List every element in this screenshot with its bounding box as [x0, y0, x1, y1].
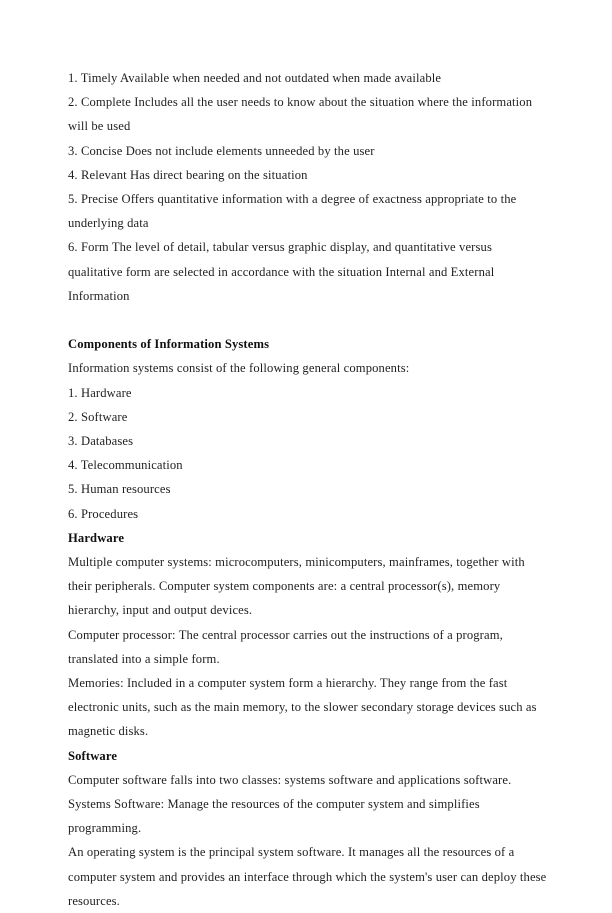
software-heading: Software [68, 748, 118, 763]
quality-item-relevant: 4. Relevant Has direct bearing on the situation [68, 167, 308, 182]
quality-item-timely: 1. Timely Available when needed and not outdated when made available [68, 71, 442, 85]
quality-item-form: 6. Form The level of detail, tabular versus graphic display, and quantitative versus qualitative form are selected in accordance with the situation Internal and External Information [68, 240, 495, 303]
component-item-hardware: 1. Hardware [68, 385, 132, 400]
component-item-databases: 3. Databases [68, 434, 134, 449]
software-paragraph-operating-system: An operating system is the principal system software. It manages all the resources of a computer system and provides an interface through which the system's user can deploy these resources. [68, 845, 547, 908]
component-item-software: 2. Software [68, 409, 128, 424]
component-item-human-resources: 5. Human resources [68, 482, 171, 497]
quality-item-precise: 5. Precise Offers quantitative information with a degree of exactness appropriate to the underlying data [68, 192, 517, 231]
quality-item-concise: 3. Concise Does not include elements unneeded by the user [68, 143, 375, 158]
hardware-paragraph-processor: Computer processor: The central processor carries out the instructions of a program, translated into a simple form. [68, 627, 503, 666]
components-intro: Information systems consist of the following general components: [68, 361, 410, 376]
hardware-paragraph-systems: Multiple computer systems: microcomputers, minicomputers, mainframes, together with their peripherals. Computer system components are: a central processor(s), memory hierarchy, input and output devices. [68, 555, 525, 618]
component-item-procedures: 6. Procedures [68, 506, 139, 521]
software-paragraph-systems-software: Systems Software: Manage the resources of the computer system and simplifies programming. [68, 797, 480, 836]
components-heading: Components of Information Systems [68, 337, 270, 352]
quality-item-complete: 2. Complete Includes all the user needs to know about the situation where the information will be used [68, 95, 533, 134]
section-spacer [68, 308, 548, 332]
hardware-heading: Hardware [68, 530, 125, 545]
hardware-paragraph-memories: Memories: Included in a computer system form a hierarchy. They range from the fast electronic units, such as the main memory, to the slower secondary storage devices such as magnetic disks. [68, 676, 537, 739]
component-item-telecommunication: 4. Telecommunication [68, 458, 183, 473]
document-body [68, 66, 548, 913]
software-paragraph-classes: Computer software falls into two classes: systems software and applications software. [68, 772, 512, 787]
